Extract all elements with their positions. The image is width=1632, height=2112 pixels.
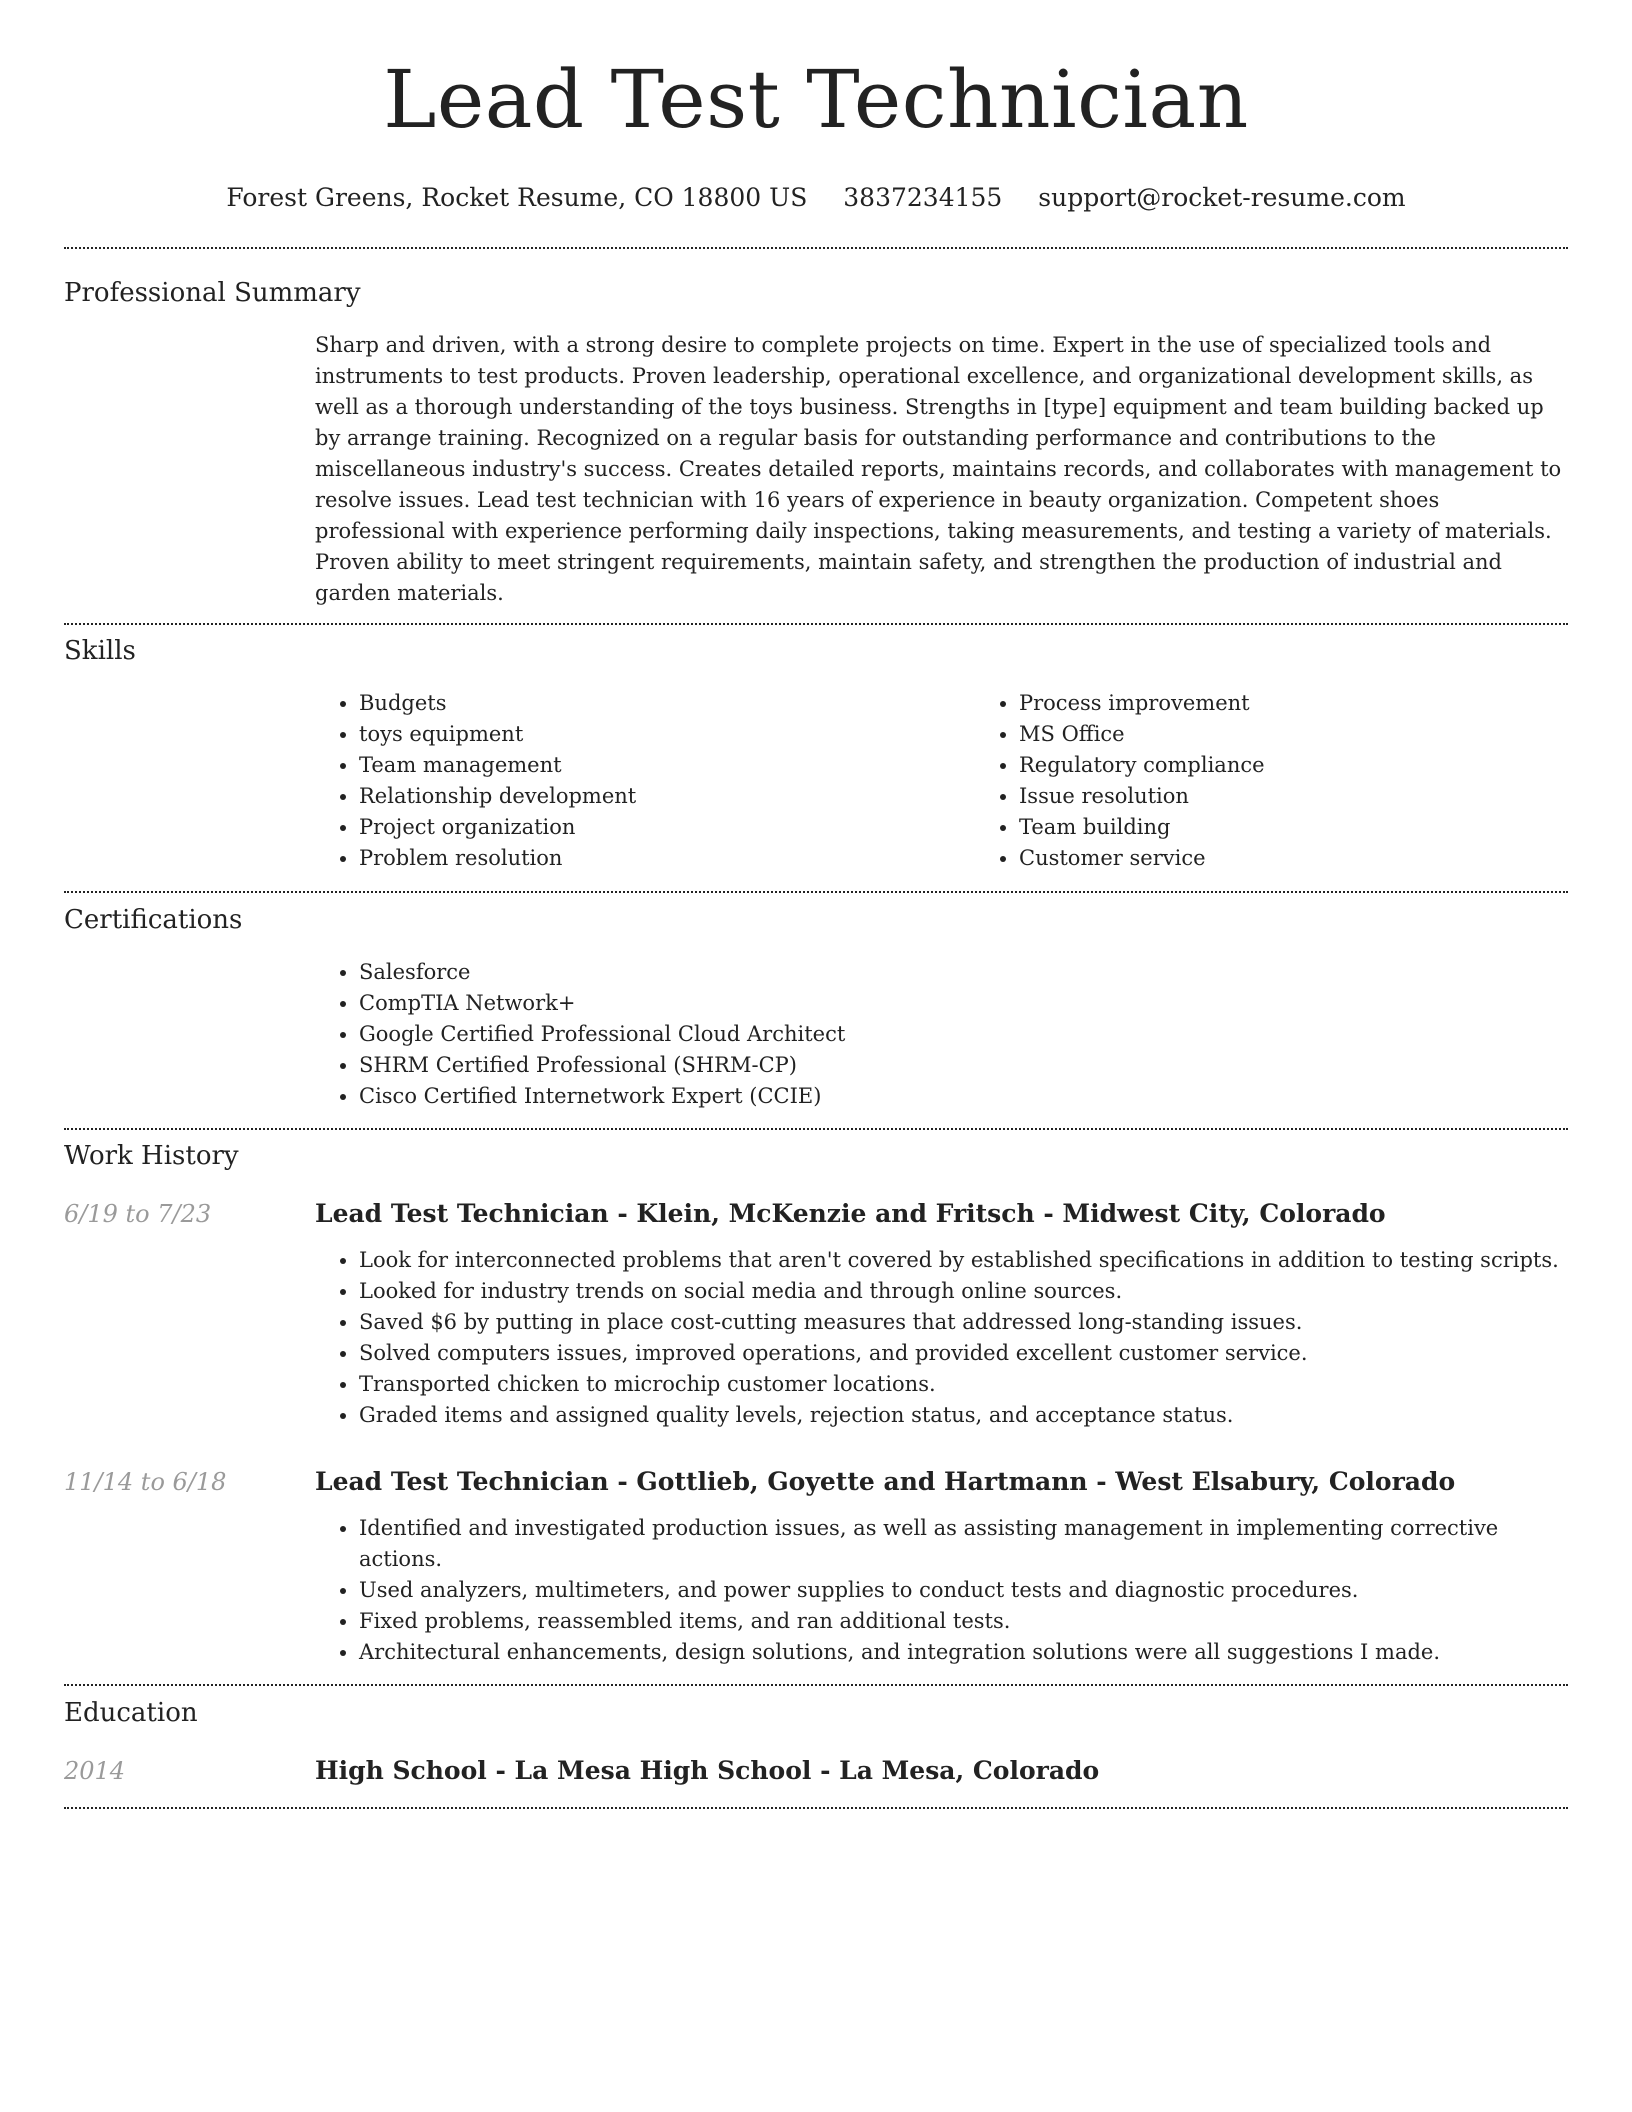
skill-item: • Problem resolution — [359, 843, 975, 874]
certification-item: • Google Certified Professional Cloud Architect — [359, 1019, 1568, 1050]
job-heading: Lead Test Technician - Klein, McKenzie and Fritsch - Midwest City, Colorado — [315, 1199, 1386, 1228]
skill-item: • MS Office — [1019, 719, 1632, 750]
skill-item: • Team building — [1019, 812, 1632, 843]
job-entry — [64, 1198, 1568, 1431]
job-bullet: • Transported chicken to microchip customer locations. — [359, 1369, 1568, 1400]
skills-title: Skills — [64, 636, 136, 666]
certifications-title: Certifications — [64, 905, 243, 935]
job-bullet: • Saved $6 by putting in place cost-cutting measures that addressed long-standing issues. — [359, 1307, 1568, 1338]
certification-item: • Cisco Certified Internetwork Expert (CCIE) — [359, 1081, 1568, 1112]
skill-item: • Relationship development — [359, 781, 975, 812]
skills-section — [64, 625, 1568, 874]
education-entry — [64, 1755, 1568, 1787]
job-bullet: • Graded items and assigned quality levels, rejection status, and acceptance status. — [359, 1400, 1568, 1431]
job-dates: 6/19 to 7/23 — [64, 1200, 212, 1228]
divider — [64, 1807, 1568, 1809]
certification-item: • Salesforce — [359, 957, 1568, 988]
job-bullet: • Looked for industry trends on social media and through online sources. — [359, 1276, 1568, 1307]
contact-address: Forest Greens, Rocket Resume, CO 18800 US — [226, 183, 808, 212]
skill-item: • Regulatory compliance — [1019, 750, 1632, 781]
contact-line — [64, 182, 1568, 214]
skill-item: • Issue resolution — [1019, 781, 1632, 812]
resume-name: Lead Test Technician — [383, 53, 1249, 146]
certification-item: • SHRM Certified Professional (SHRM-CP) — [359, 1050, 1568, 1081]
job-bullet: • Fixed problems, reassembled items, and ran additional tests. — [359, 1606, 1568, 1637]
education-heading: High School - La Mesa High School - La Mesa, Colorado — [315, 1756, 1100, 1785]
skill-item: • Customer service — [1019, 843, 1632, 874]
skill-item: • Process improvement — [1019, 688, 1632, 719]
job-bullet: • Identified and investigated production issues, as well as assisting management in implementing corrective actions. — [359, 1513, 1568, 1575]
work-history-section — [64, 1130, 1568, 1668]
skill-item: • Project organization — [359, 812, 975, 843]
skill-item: • Team management — [359, 750, 975, 781]
job-heading: Lead Test Technician - Gottlieb, Goyette and Hartmann - West Elsabury, Colorado — [315, 1467, 1456, 1496]
job-bullet: • Used analyzers, multimeters, and power supplies to conduct tests and diagnostic procedures. — [359, 1575, 1568, 1606]
skill-item: • Budgets — [359, 688, 975, 719]
education-section — [64, 1686, 1568, 1787]
education-year: 2014 — [64, 1757, 126, 1785]
job-bullets — [315, 1513, 1568, 1668]
summary-section — [64, 249, 1568, 609]
skills-list-left — [315, 688, 975, 874]
job-bullet: • Solved computers issues, improved operations, and provided excellent customer service. — [359, 1338, 1568, 1369]
summary-title: Professional Summary — [64, 278, 361, 308]
job-entry — [64, 1466, 1568, 1668]
job-dates: 11/14 to 6/18 — [64, 1468, 227, 1496]
certification-item: • CompTIA Network+ — [359, 988, 1568, 1019]
job-bullet: • Architectural enhancements, design solutions, and integration solutions were all suggestions I made. — [359, 1637, 1568, 1668]
job-bullet: • Look for interconnected problems that aren't covered by established specifications in addition to testing scripts. — [359, 1245, 1568, 1276]
certifications-section — [64, 893, 1568, 1112]
summary-text: Sharp and driven, with a strong desire to complete projects on time. Expert in the use of specialized tools and instruments to test products. Proven leadership, operational excellence, and organizational development skills, as well as a thorough understanding of the toys business. Strengths in [type] equipment and team building backed up by arrange training. Recognized on a regular basis for outstanding performance and contributions to the miscellaneous industry's success. Creates detailed reports, maintains records, and collaborates with management to resolve issues. Lead test technician with 16 years of experience in beauty organization. Competent shoes professional with experience performing daily inspections, taking measurements, and testing a variety of materials. Proven ability to meet stringent requirements, maintain safety, and strengthen the production of industrial and garden materials. — [315, 333, 1562, 605]
work-history-title: Work History — [64, 1141, 239, 1171]
skill-item: • toys equipment — [359, 719, 975, 750]
job-bullets — [315, 1245, 1568, 1431]
education-title: Education — [64, 1698, 198, 1728]
certifications-list — [315, 957, 1568, 1112]
contact-email: support@rocket-resume.com — [1038, 183, 1406, 212]
contact-phone: 3837234155 — [843, 183, 1003, 212]
skills-list-right — [975, 688, 1632, 874]
